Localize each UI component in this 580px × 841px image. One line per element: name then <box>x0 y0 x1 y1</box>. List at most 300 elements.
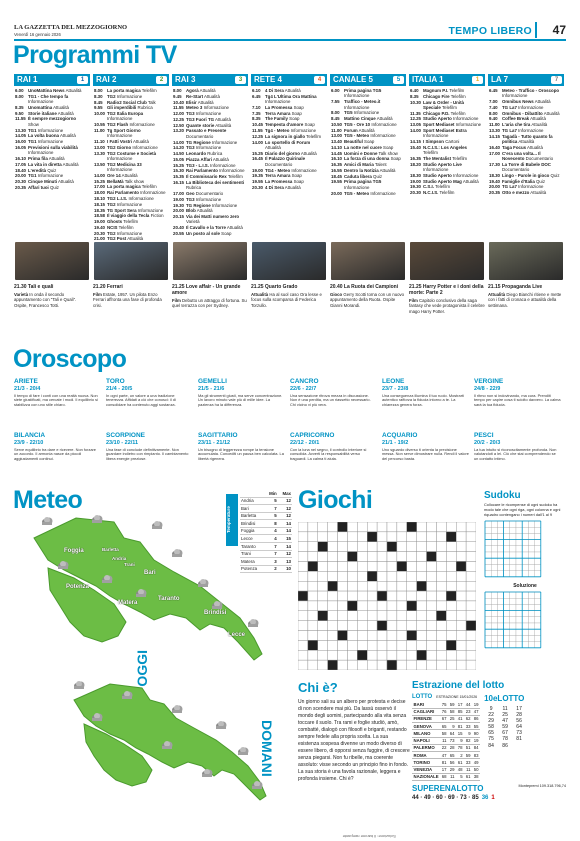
crossword-cell <box>347 591 357 601</box>
cloud-icon <box>170 704 184 714</box>
channel-column <box>251 74 327 282</box>
program-time: 16.05 <box>15 144 26 150</box>
program-item <box>173 231 246 236</box>
channel-header <box>488 74 564 86</box>
sudoku-cell <box>535 642 541 648</box>
program-item <box>489 105 562 110</box>
sign-text: Una sensazione ritrova mezza in discussione. Non è una perdita, ma un riassetto necessario. Chi vicino vi più vera. <box>290 392 371 408</box>
crossword-cell <box>367 542 377 552</box>
program-title: È sempre mezzogiorno Show <box>28 116 77 127</box>
crossword-cell <box>387 571 397 581</box>
lotto-wheel: VENEZIA <box>412 766 440 773</box>
sudoku-cell <box>497 521 503 527</box>
lotto-wheel: ROMA <box>412 752 440 759</box>
sign-text: Ma gli strumenti giusti, ma serve concentrazione. Un lavoro minuto vale più di mille idee. La pazienza ha la differenza. <box>198 392 283 408</box>
program-title: Passato e Presente Documentario <box>186 128 227 139</box>
10elotto-number: 67 <box>502 730 508 737</box>
program-item <box>15 168 88 173</box>
crossword-cell <box>456 571 466 581</box>
program-title: TG2 Informazione <box>107 201 143 207</box>
highlight-time: 21.20 <box>93 284 107 290</box>
crossword-cell <box>357 532 367 542</box>
channel-name: RAI 2 <box>96 75 117 84</box>
temp-city: Foggia <box>240 527 265 535</box>
program-title: Beautiful Soap <box>344 139 375 145</box>
highlight-time: 21.15 <box>488 284 502 290</box>
crossword-cell <box>436 611 446 621</box>
city-foggia: Foggia <box>64 548 84 554</box>
crossword-cell <box>377 650 387 660</box>
crossword-cell <box>367 631 377 641</box>
program-time: 21.00 <box>94 236 105 242</box>
sudoku-cell <box>535 521 541 527</box>
programmi-title: Programmi TV <box>13 41 177 69</box>
program-item <box>94 128 167 139</box>
crossword-cell <box>407 640 417 650</box>
sudoku-cell <box>516 617 522 623</box>
sudoku-cell <box>491 635 497 641</box>
sign-date: 23/9 - 22/10 <box>14 439 44 446</box>
temp-city: Lecce <box>240 535 265 543</box>
temp-min: 7 <box>265 505 278 513</box>
program-title: Ore 14 Attualità <box>107 172 138 178</box>
giochi-title: Giochi <box>298 486 373 514</box>
crossword-cell <box>347 552 357 562</box>
lotto-number: 47 <box>441 752 447 758</box>
program-time: 16.00 <box>15 139 26 145</box>
crossword-cell <box>387 532 397 542</box>
crossword-cell <box>397 581 407 591</box>
lotto-number: 22 <box>441 745 447 751</box>
program-time: 13.30 <box>15 127 26 133</box>
program-item <box>331 162 404 167</box>
crossword-cell <box>377 561 387 571</box>
highlight-item <box>409 284 485 314</box>
crossword-cell <box>328 522 338 532</box>
cloud-icon <box>246 618 260 628</box>
program-item <box>94 94 167 99</box>
sudoku-cell <box>510 528 516 534</box>
crossword-cell <box>377 542 387 552</box>
program-time: 12.00 <box>173 111 184 117</box>
crossword-cell <box>298 571 308 581</box>
crossword-cell <box>347 532 357 542</box>
program-title: Uomini e Donne Talk show <box>344 150 398 156</box>
lotto-number: 11 <box>464 766 472 773</box>
crossword-cell <box>298 631 308 641</box>
program-item <box>94 105 167 110</box>
program-title: Chicago P.D. Telefilm <box>423 110 466 116</box>
channel-column <box>172 74 248 282</box>
program-title: TG5 - Meteo Informazione <box>344 190 396 196</box>
crossword-cell <box>407 660 417 670</box>
sudoku-cell <box>535 528 541 534</box>
crossword-cell <box>308 640 318 650</box>
crossword-cell <box>397 601 407 611</box>
crossword-cell <box>387 621 397 631</box>
10elotto-number: 81 <box>516 736 522 743</box>
temp-min: 7 <box>265 542 278 550</box>
crossword-cell <box>318 542 328 552</box>
sudoku-cell <box>522 604 528 610</box>
cloud-icon <box>100 574 114 584</box>
lotto-number: 81 <box>441 759 447 765</box>
channel-column <box>488 74 564 282</box>
program-time: 14.00 <box>410 127 421 133</box>
crossword-cell <box>308 621 318 631</box>
crossword-cell <box>338 631 348 641</box>
sign-text: La tua intuito si riconoscitamente profonda. Non valutandoti a lei. Ciò che stai comprendendo se un contatto intimo. <box>474 446 557 462</box>
crossword-cell <box>308 601 318 611</box>
program-title: Piazza Affari Attualità <box>186 156 229 162</box>
sudoku-cell <box>485 540 491 546</box>
program-title: TG2 Post Attualità <box>107 236 144 242</box>
crossword-cell <box>377 552 387 562</box>
lotto-number: 38 <box>473 774 479 780</box>
program-title: NCIS Telefilm <box>107 224 134 230</box>
sudoku-cell <box>497 534 503 540</box>
program-item <box>410 111 483 116</box>
highlight-time: 21.25 <box>409 284 423 290</box>
lotto-row <box>412 766 480 773</box>
channel-header <box>251 74 327 86</box>
lotto-number: 61 <box>457 759 463 765</box>
lotto-wheel: TORINO <box>412 759 440 766</box>
crossword-cell <box>446 631 456 641</box>
sudoku-cell <box>528 623 534 629</box>
program-item <box>252 179 325 184</box>
lotto-number: 2 <box>456 752 464 759</box>
10elotto-number: 29 <box>488 718 494 725</box>
program-list <box>14 86 90 190</box>
sudoku-cell <box>497 528 503 534</box>
crossword-cell <box>347 561 357 571</box>
tomorrow-label: DOMANI <box>259 720 276 777</box>
sudoku-cell <box>516 521 522 527</box>
program-list <box>409 86 485 196</box>
lotto-row <box>412 715 480 722</box>
sudoku-cell <box>535 565 541 571</box>
sudoku-cell <box>485 571 491 577</box>
crossword-cell <box>328 640 338 650</box>
sudoku-cell <box>516 642 522 648</box>
city-brindisi: Brindisi <box>204 610 227 616</box>
lotto-wheel: NAZIONALE <box>413 774 439 780</box>
program-item <box>331 191 404 196</box>
crossword-cell <box>357 611 367 621</box>
crossword-cell <box>417 532 427 542</box>
lotto-wheel: FIRENZE <box>412 715 440 722</box>
program-item <box>173 128 246 139</box>
sign-name: TORO <box>106 378 125 385</box>
crossword-cell <box>407 621 417 631</box>
sign-name: CANCRO <box>290 378 319 385</box>
sudoku-cell <box>535 617 541 623</box>
crossword-cell <box>456 660 466 670</box>
sudoku-cell <box>522 623 528 629</box>
crossword-cell <box>466 631 476 641</box>
lotto-wheel: BARI <box>412 702 440 709</box>
sign-date: 23/7 - 23/8 <box>382 385 409 392</box>
horoscope-grid <box>14 378 566 484</box>
program-item <box>331 174 404 179</box>
sign-name: ARIETE <box>14 378 38 385</box>
sign-name: SCORPIONE <box>106 432 146 439</box>
sudoku-grid <box>484 520 542 578</box>
program-item <box>94 225 167 230</box>
lotto-number: 67 <box>441 716 447 722</box>
highlight-title: Tali e quali <box>27 284 54 290</box>
program-title: Geo Documentario <box>186 191 224 196</box>
cloud-icon <box>56 560 70 570</box>
sudoku-cell <box>528 629 534 635</box>
chi-e-title: Chi è? <box>298 680 338 695</box>
horoscope-sign <box>382 432 469 484</box>
sudoku-solution-label: Soluzione <box>513 582 537 589</box>
lotto-row <box>412 723 480 730</box>
program-item <box>173 88 246 93</box>
crossword-cell <box>466 650 476 660</box>
10elotto-number: 47 <box>502 718 508 725</box>
program-list <box>251 86 327 190</box>
sudoku-cell <box>528 635 534 641</box>
sudoku-cell <box>528 534 534 540</box>
program-item <box>94 190 167 195</box>
program-item <box>252 128 325 133</box>
crossword-cell <box>318 552 328 562</box>
sudoku-cell <box>516 571 522 577</box>
program-time: 16.55 <box>331 167 342 173</box>
program-item <box>252 122 325 127</box>
program-title: L'eredità Quiz <box>28 167 57 173</box>
cloud-icon <box>170 548 184 558</box>
program-time: 9.55 <box>94 105 103 111</box>
lotto-number: 29 <box>449 767 455 773</box>
sign-text: Il tempo di fare i conti con una realtà nuova. Non siete giustificati, ma cercate i modi. Il equilibrio si stabilizza con uno stile chiaro. <box>14 392 98 408</box>
program-item <box>94 179 167 184</box>
crossword-cell <box>367 621 377 631</box>
highlight-description: Film Estate, 1957. Un pilota Enzo Ferrari affronta una fase di profonda crisi. <box>93 292 162 308</box>
crossword-cell <box>427 631 437 641</box>
crossword-cell <box>357 571 367 581</box>
sudoku-cell <box>504 534 510 540</box>
sudoku-cell <box>504 540 510 546</box>
crossword-cell <box>347 571 357 581</box>
crossword-cell <box>466 552 476 562</box>
cloud-icon <box>40 516 54 526</box>
crossword-cell <box>328 611 338 621</box>
highlight-description: Film Capitolo conclusivo della saga fantasy che vede protagonista il celebre mago Harry Potter. <box>409 298 485 314</box>
temp-city: Andria <box>240 497 265 505</box>
crossword-cell <box>318 571 328 581</box>
crossword-cell <box>446 591 456 601</box>
crossword-cell <box>357 650 367 660</box>
crossword-cell <box>377 522 387 532</box>
program-title: Prima fila Attualità <box>28 156 65 162</box>
sudoku-cell <box>522 598 528 604</box>
highlight-description: Gioco Gerry Scotti torna con un nuovo appuntamento della Ruota. Ospite Gianni Morandi. <box>330 292 405 308</box>
crossword-cell <box>397 591 407 601</box>
program-time: 6.00 <box>15 88 24 93</box>
program-item <box>173 180 246 191</box>
sudoku-cell <box>504 559 510 565</box>
lotto-row <box>412 708 480 715</box>
crossword-cell <box>407 601 417 611</box>
sudoku-cell <box>535 629 541 635</box>
program-title: Agorà Attualità <box>186 88 216 93</box>
sign-name: PESCI <box>474 432 494 439</box>
city-bari: Bari <box>144 570 156 576</box>
program-time: 16.10 <box>15 156 26 162</box>
city-lecce: Lecce <box>228 632 246 638</box>
highlight-title: Harry Potter e i doni della morte: Parte 2 <box>409 284 484 297</box>
masthead: LA GAZZETTA DEL MEZZOGIORNO <box>14 24 128 31</box>
lotto-row <box>412 752 480 759</box>
sudoku-cell <box>535 604 541 610</box>
sudoku-cell <box>485 528 491 534</box>
horoscope-sign <box>14 378 101 430</box>
crossword-cell <box>308 532 318 542</box>
city-barletta: Barletta <box>102 547 119 552</box>
crossword-cell <box>427 611 437 621</box>
crossword-cell <box>456 542 466 552</box>
sudoku-cell <box>535 571 541 577</box>
sudoku-cell <box>522 546 528 552</box>
sudoku-cell <box>485 623 491 629</box>
crossword-cell <box>357 660 367 670</box>
program-time: 20.30 <box>252 184 263 190</box>
crossword-cell <box>466 611 476 621</box>
program-item <box>331 99 404 110</box>
crossword-cell <box>347 660 357 670</box>
program-title: TG3 Informazione <box>186 196 222 202</box>
crossword-cell <box>338 621 348 631</box>
crossword-cell <box>397 552 407 562</box>
lotto-number: 47 <box>473 709 479 715</box>
sign-date: 20/2 - 20/3 <box>474 439 501 446</box>
crossword-cell <box>318 631 328 641</box>
sudoku-cell <box>504 642 510 648</box>
crossword-cell <box>436 601 446 611</box>
program-time: 17.00 <box>173 191 184 196</box>
program-item <box>331 168 404 173</box>
program-item <box>173 168 246 173</box>
10elotto-number: 56 <box>516 718 522 725</box>
program-title: TG3 Fuori TG Attualità <box>186 116 231 122</box>
program-title: Elisir Attualità <box>186 99 214 105</box>
sudoku-cell <box>516 552 522 558</box>
program-time: 16.40 <box>489 144 500 150</box>
sudoku-cell <box>485 629 491 635</box>
program-item <box>173 105 246 110</box>
crossword-cell <box>377 621 387 631</box>
10elotto-number: 22 <box>488 712 494 719</box>
sudoku-cell <box>528 559 534 565</box>
crossword-cell <box>318 621 328 631</box>
program-title: La Torre di Babele DOC Documentario <box>502 161 551 173</box>
program-photo <box>173 242 247 280</box>
cloud-icon <box>90 514 104 524</box>
program-title: Diario del giorno Attualità <box>265 150 317 156</box>
program-time: 10.00 <box>94 111 105 117</box>
crossword-cell <box>417 571 427 581</box>
horoscope-sign <box>198 378 285 430</box>
horoscope-sign <box>474 432 561 484</box>
channel-logo-icon: 4 <box>314 76 325 84</box>
sudoku-cell <box>491 611 497 617</box>
temp-city: Brindisi <box>240 520 265 528</box>
sign-name: SAGITTARIO <box>198 432 238 439</box>
program-item <box>489 190 562 195</box>
program-item <box>94 88 167 93</box>
lotto-number: 65 <box>441 723 447 729</box>
program-item <box>252 140 325 151</box>
sudoku-cell <box>504 604 510 610</box>
program-title: Un posto al sole Soap <box>186 230 232 236</box>
temp-min: 5 <box>265 497 278 505</box>
program-time: 12.25 <box>173 116 184 122</box>
sudoku-cell <box>528 565 534 571</box>
program-title: TG1 - Che tempo fa Informazione <box>28 93 69 105</box>
sudoku-cell <box>497 598 503 604</box>
program-title: Tagadà - Tutto quanto fa politica Attualità <box>502 133 553 145</box>
crossword-cell <box>357 640 367 650</box>
cloud-icon <box>214 720 228 730</box>
program-list <box>172 86 248 236</box>
sudoku-title: Sudoku <box>484 490 521 501</box>
crossword-cell <box>436 532 446 542</box>
program-title: TG2 Informazione <box>107 93 143 99</box>
sign-text: In ogni parte, un valore a una tradizione tenerezza. Affidati a ciò che conosci: il di consolidare ha contenuto aggi sostanza. <box>106 392 176 408</box>
sign-name: LEONE <box>382 378 405 385</box>
crossword-cell <box>298 650 308 660</box>
program-title: Previsioni sulla viabilità Informazione <box>28 144 78 156</box>
crossword-cell <box>387 542 397 552</box>
crossword-cell <box>387 650 397 660</box>
program-item <box>252 185 325 190</box>
highlight-item <box>172 284 248 309</box>
program-item <box>94 122 167 127</box>
program-title: TG2 Italia Europa Informazione <box>107 111 144 122</box>
sudoku-cell <box>497 611 503 617</box>
sign-date: 23/11 - 21/12 <box>198 439 231 446</box>
program-item <box>94 145 167 150</box>
crossword-cell <box>318 581 328 591</box>
crossword-cell <box>446 552 456 562</box>
highlight-title: La Ruota dei Campioni <box>343 284 399 290</box>
program-time: 14.00 <box>173 139 184 145</box>
program-item <box>410 190 483 195</box>
program-time: 12.25 <box>252 133 263 139</box>
program-title: Cinque Minuti Attualità <box>28 179 74 185</box>
crossword-cell <box>328 591 338 601</box>
crossword-cell <box>357 621 367 631</box>
highlight-item <box>488 284 564 308</box>
crossword-cell <box>466 591 476 601</box>
temp-min: 4 <box>265 527 278 535</box>
crossword-cell <box>397 522 407 532</box>
crossword-cell <box>328 561 338 571</box>
sudoku-cell <box>491 571 497 577</box>
horoscope-sign <box>106 432 193 484</box>
sudoku-cell <box>522 642 528 648</box>
lotto-number: 33 <box>465 759 471 765</box>
program-title: Tg4 L'Ultima Ora Mattina Informazione <box>265 93 317 105</box>
crossword-cell <box>387 561 397 571</box>
crossword-cell <box>347 522 357 532</box>
crossword-cell <box>347 621 357 631</box>
sudoku-cell <box>491 559 497 565</box>
